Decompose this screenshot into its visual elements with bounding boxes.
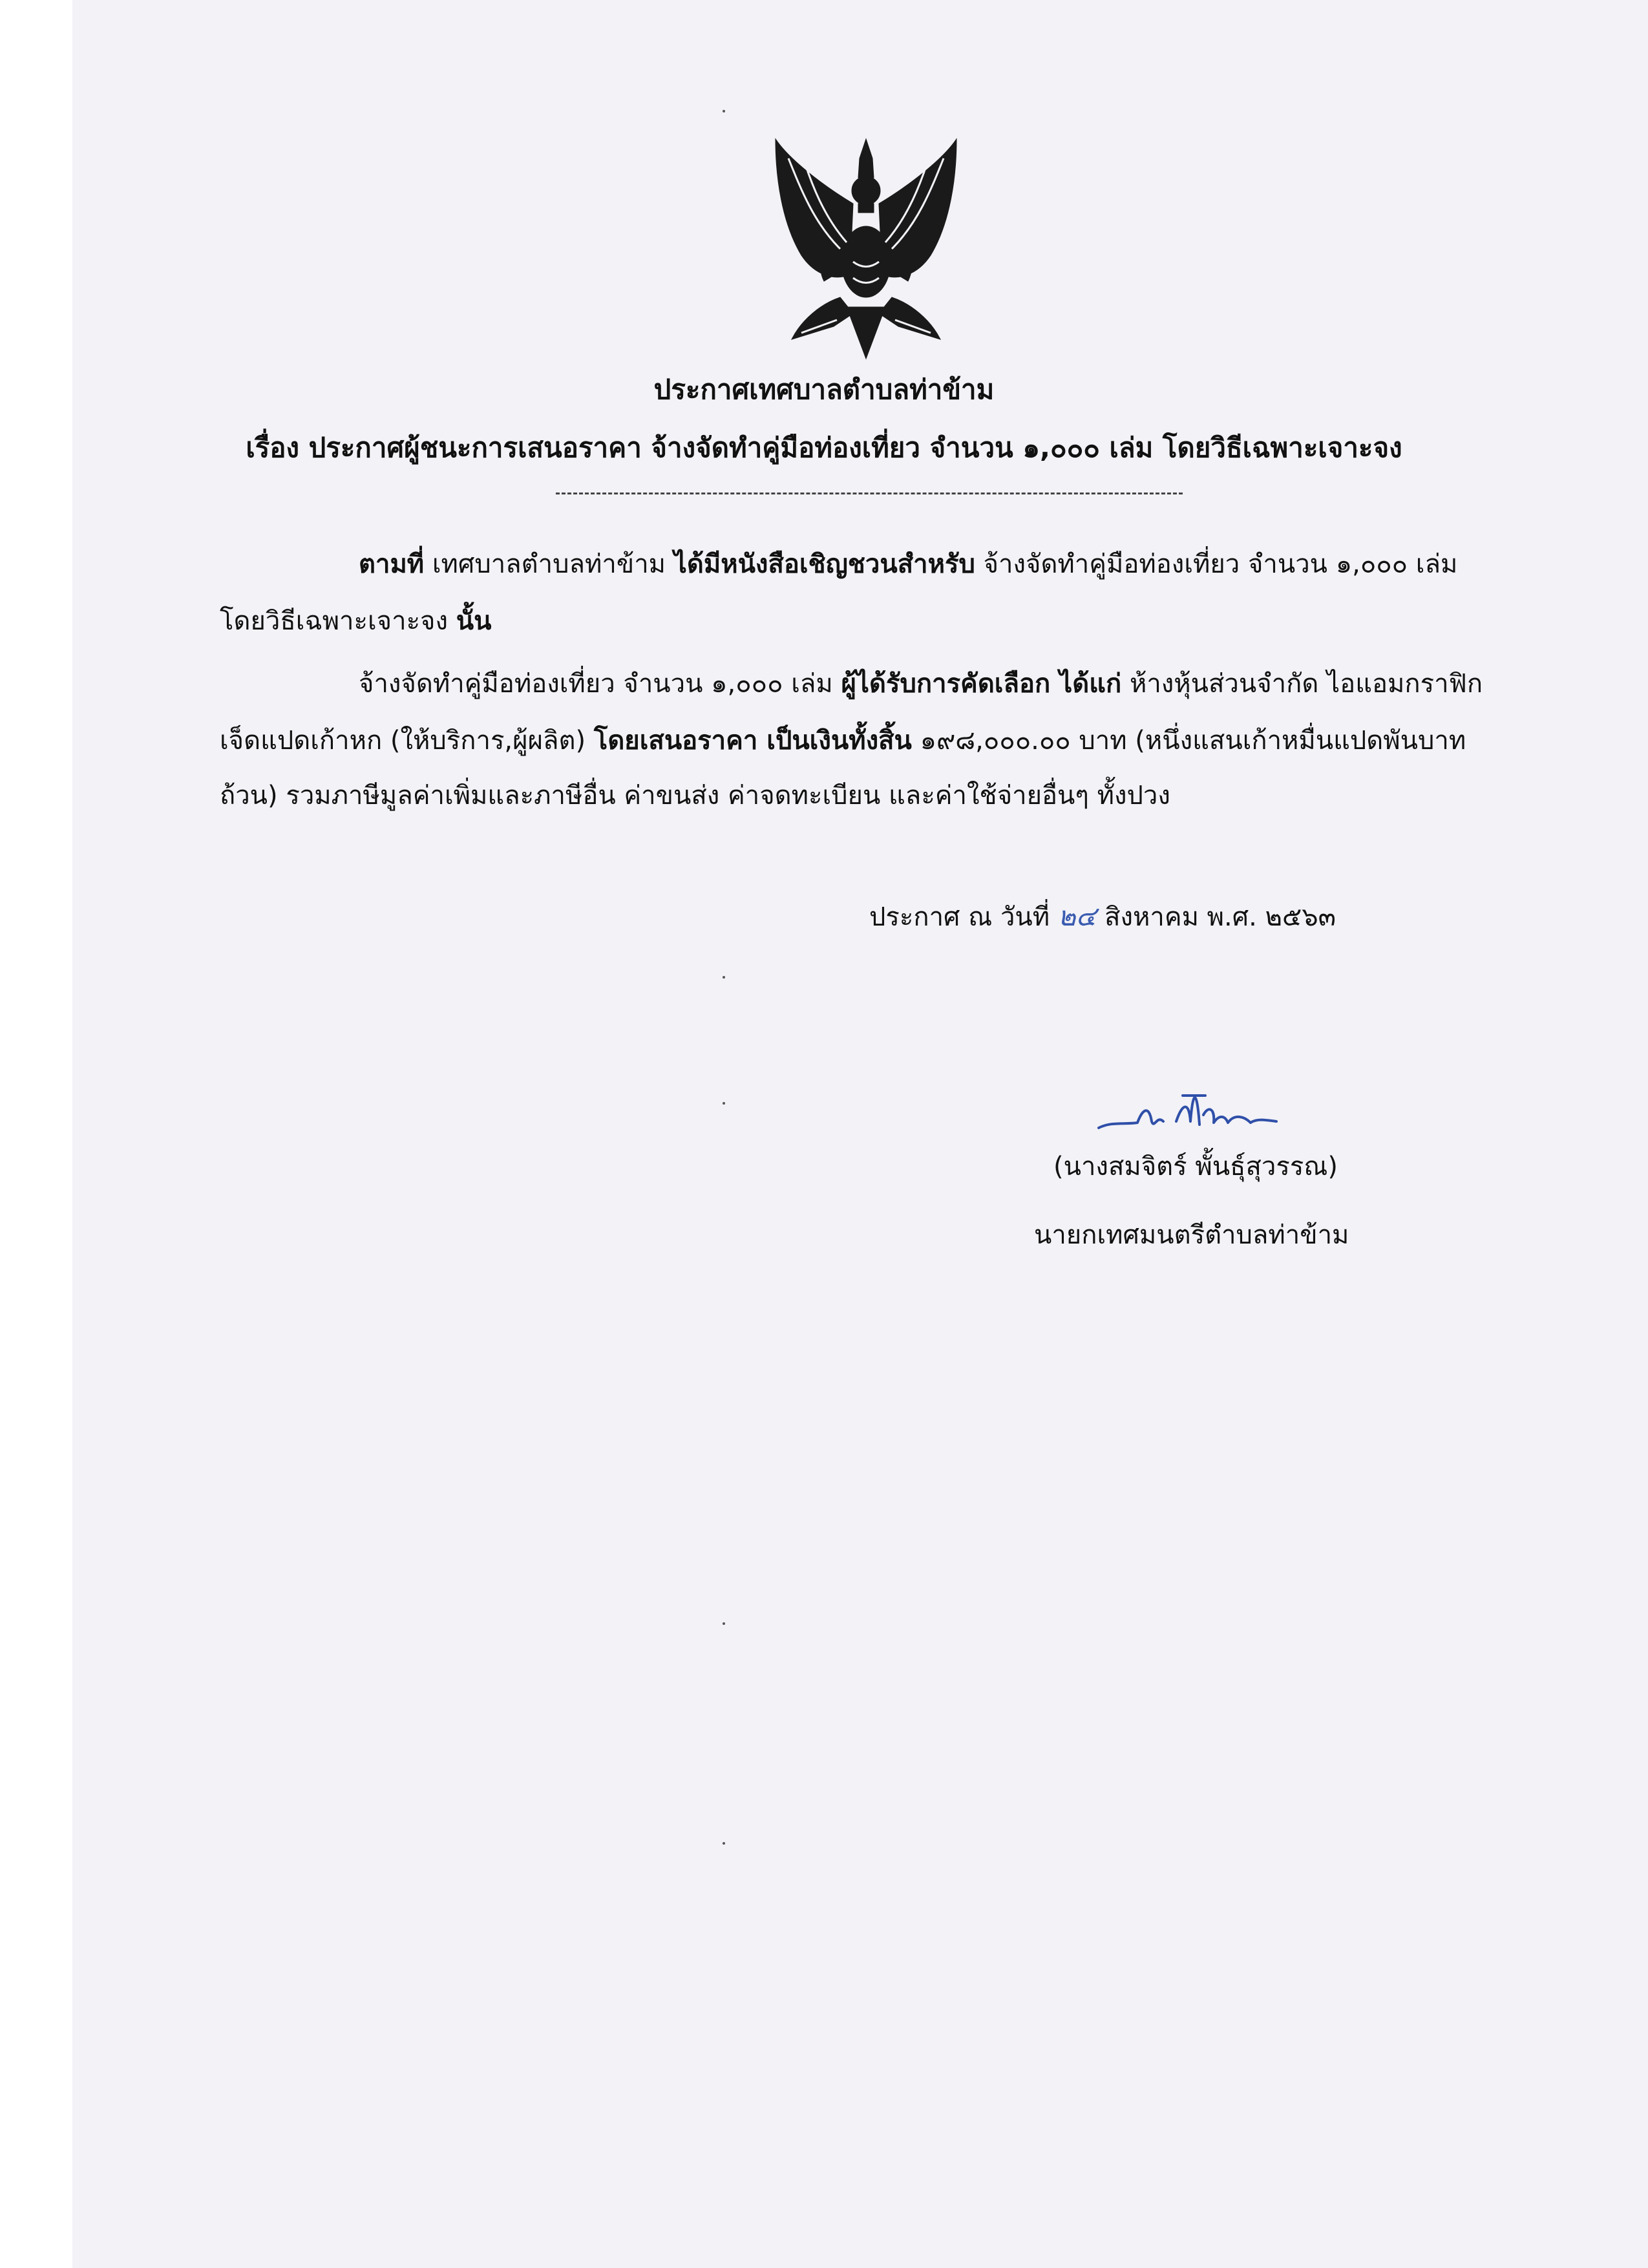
date-day-handwritten: ๒๔ — [1057, 900, 1097, 932]
issuer-title: ประกาศเทศบาลตำบลท่าข้าม — [653, 374, 995, 405]
para2-line2-bold: โดยเสนอราคา เป็นเงินทั้งสิ้น — [593, 726, 912, 756]
paragraph-2-line-1 — [359, 662, 1483, 704]
paragraph-1-line-2 — [220, 600, 491, 641]
garuda-emblem-icon — [763, 132, 969, 365]
para1-line2-bold: นั้น — [456, 606, 492, 636]
date-line — [869, 895, 1336, 938]
subject-label: เรื่อง — [246, 432, 300, 463]
para2-line2-text-a: เจ็ดแปดเก้าหก (ให้บริการ,ผู้ผลิต) — [220, 726, 594, 756]
signatory-name: (นางสมจิตร์ พั้นธุ์สุวรรณ) — [1053, 1152, 1338, 1182]
signatory-position: นายกเทศมนตรีตำบลท่าข้าม — [1034, 1220, 1349, 1250]
date-suffix: สิงหาคม พ.ศ. ๒๕๖๓ — [1104, 902, 1336, 932]
para1-bold-b: ได้มีหนังสือเชิญชวนสำหรับ — [673, 549, 975, 579]
scan-speck — [723, 976, 725, 979]
scan-margin — [0, 0, 72, 2268]
paragraph-2-line-3 — [220, 774, 1170, 816]
scan-speck — [723, 1622, 725, 1625]
handwritten-signature-icon — [1092, 1076, 1286, 1147]
para2-bold-b: ผู้ได้รับการคัดเลือก ได้แก่ — [841, 669, 1122, 699]
para1-line2-text: โดยวิธีเฉพาะเจาะจง — [220, 606, 456, 636]
paragraph-1-line-1 — [359, 543, 1457, 584]
paragraph-2-line-2 — [220, 719, 1466, 761]
scan-speck — [723, 110, 725, 112]
para2-text-a: จ้างจัดทำคู่มือท่องเที่ยว จำนวน ๑,๐๐๐ เล่ม — [359, 669, 841, 699]
subject-text: ประกาศผู้ชนะการเสนอราคา จ้างจัดทำคู่มือท่องเที่ยว จำนวน ๑,๐๐๐ เล่ม โดยวิธีเฉพาะเจาะจง — [308, 432, 1402, 463]
para2-line3-bold: รวมภาษีมูลค่าเพิ่มและภาษีอื่น ค่าขนส่ง ค่าจดทะเบียน และค่าใช้จ่ายอื่นๆ ทั้งปวง — [286, 781, 1170, 811]
scan-speck — [723, 1842, 725, 1845]
para2-line3-text-a: ถ้วน) — [220, 781, 286, 811]
para2-line2-text-b: ๑๙๘,๐๐๐.๐๐ บาท (หนึ่งแสนเก้าหมื่นแปดพันบาท — [911, 726, 1466, 756]
para1-text-a: เทศบาลตำบลท่าข้าม — [424, 549, 674, 579]
para2-text-c: ห้างหุ้นส่วนจำกัด ไอแอมกราฟิก — [1121, 669, 1483, 699]
scan-speck — [723, 1102, 725, 1105]
para1-lead: ตามที่ — [359, 549, 425, 579]
subject-line — [0, 427, 1648, 469]
divider — [556, 493, 1183, 494]
para1-text-c: จ้างจัดทำคู่มือท่องเที่ยว จำนวน ๑,๐๐๐ เล่ม — [975, 549, 1458, 579]
date-prefix: ประกาศ ณ วันที่ — [869, 902, 1050, 932]
